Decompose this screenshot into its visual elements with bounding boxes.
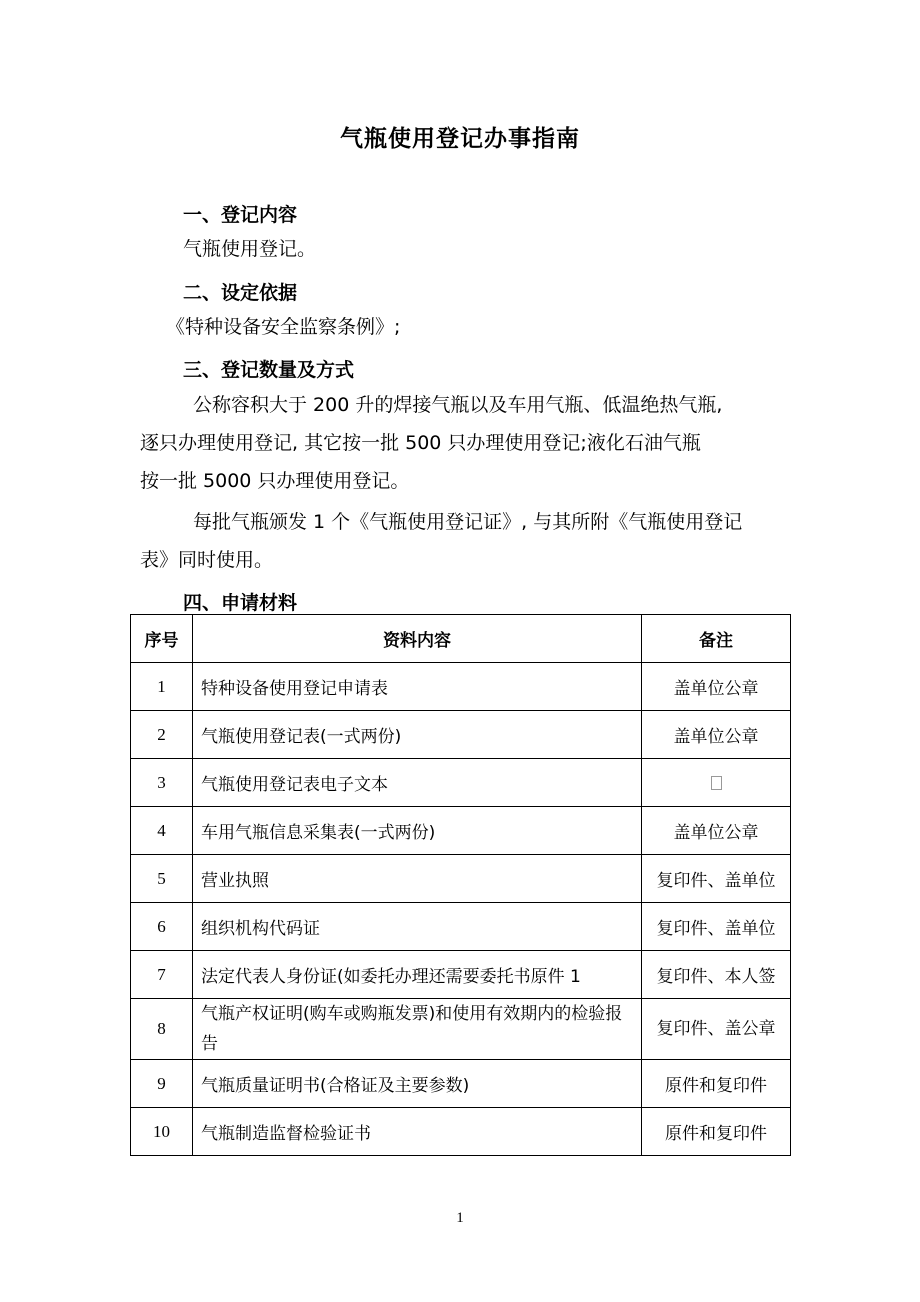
table-row [131,711,791,759]
row-num: 6 [131,903,193,951]
table-row [131,951,791,999]
table-row [131,663,791,711]
section-heading-4: 四、申请材料 [183,592,298,614]
row-num: 2 [131,711,193,759]
header-content: 资料内容 [193,615,642,663]
row-content: 特种设备使用登记申请表 [193,663,642,711]
row-content: 营业执照 [193,855,642,903]
row-num: 3 [131,759,193,807]
row-content: 气瓶质量证明书(合格证及主要参数) [193,1060,642,1108]
table-row [131,903,791,951]
section-heading-1: 一、登记内容 [183,204,298,226]
row-content: 车用气瓶信息采集表(一式两份) [193,807,642,855]
section-3-paragraph-1-line-2: 逐只办理使用登记, 其它按一批 500 只办理使用登记;液化石油气瓶 [140,432,701,454]
table-header-row [131,615,791,663]
table-row [131,1060,791,1108]
missing-glyph-box [711,776,722,790]
section-heading-3: 三、登记数量及方式 [183,359,355,381]
table-row [131,999,791,1060]
table-row [131,759,791,807]
row-note: 复印件、盖单位 [642,903,791,951]
row-note: 盖单位公章 [642,711,791,759]
row-num: 1 [131,663,193,711]
row-note: 原件和复印件 [642,1060,791,1108]
table-row [131,855,791,903]
section-body-2: 《特种设备安全监察条例》; [166,316,401,338]
section-3-paragraph-1-line-3: 按一批 5000 只办理使用登记。 [140,470,410,492]
row-num: 4 [131,807,193,855]
row-content: 气瓶制造监督检验证书 [193,1108,642,1156]
row-content: 组织机构代码证 [193,903,642,951]
page-number: 1 [456,1210,464,1226]
header-note: 备注 [642,615,791,663]
row-num: 8 [131,999,193,1060]
page-title: 气瓶使用登记办事指南 [340,126,580,152]
row-note-placeholder [642,759,791,807]
row-note: 盖单位公章 [642,807,791,855]
row-num: 7 [131,951,193,999]
row-content: 法定代表人身份证(如委托办理还需要委托书原件 1 [193,951,642,999]
row-num: 10 [131,1108,193,1156]
row-note: 原件和复印件 [642,1108,791,1156]
row-content: 气瓶使用登记表(一式两份) [193,711,642,759]
row-note: 复印件、本人签 [642,951,791,999]
row-note: 复印件、盖单位 [642,855,791,903]
row-num: 5 [131,855,193,903]
table-row [131,807,791,855]
table-row [131,1108,791,1156]
header-num: 序号 [131,615,193,663]
row-num: 9 [131,1060,193,1108]
row-content: 气瓶使用登记表电子文本 [193,759,642,807]
section-3-paragraph-1-line-1: 公称容积大于 200 升的焊接气瓶以及车用气瓶、低温绝热气瓶, [193,394,723,416]
section-3-paragraph-2-line-2: 表》同时使用。 [140,549,274,571]
section-heading-2: 二、设定依据 [183,282,298,304]
materials-table [130,614,791,1156]
section-3-paragraph-2-line-1: 每批气瓶颁发 1 个《气瓶使用登记证》, 与其所附《气瓶使用登记 [193,511,743,533]
section-body-1: 气瓶使用登记。 [183,238,317,260]
row-note: 盖单位公章 [642,663,791,711]
row-content: 气瓶产权证明(购车或购瓶发票)和使用有效期内的检验报告 [193,999,642,1060]
row-note: 复印件、盖公章 [642,999,791,1060]
